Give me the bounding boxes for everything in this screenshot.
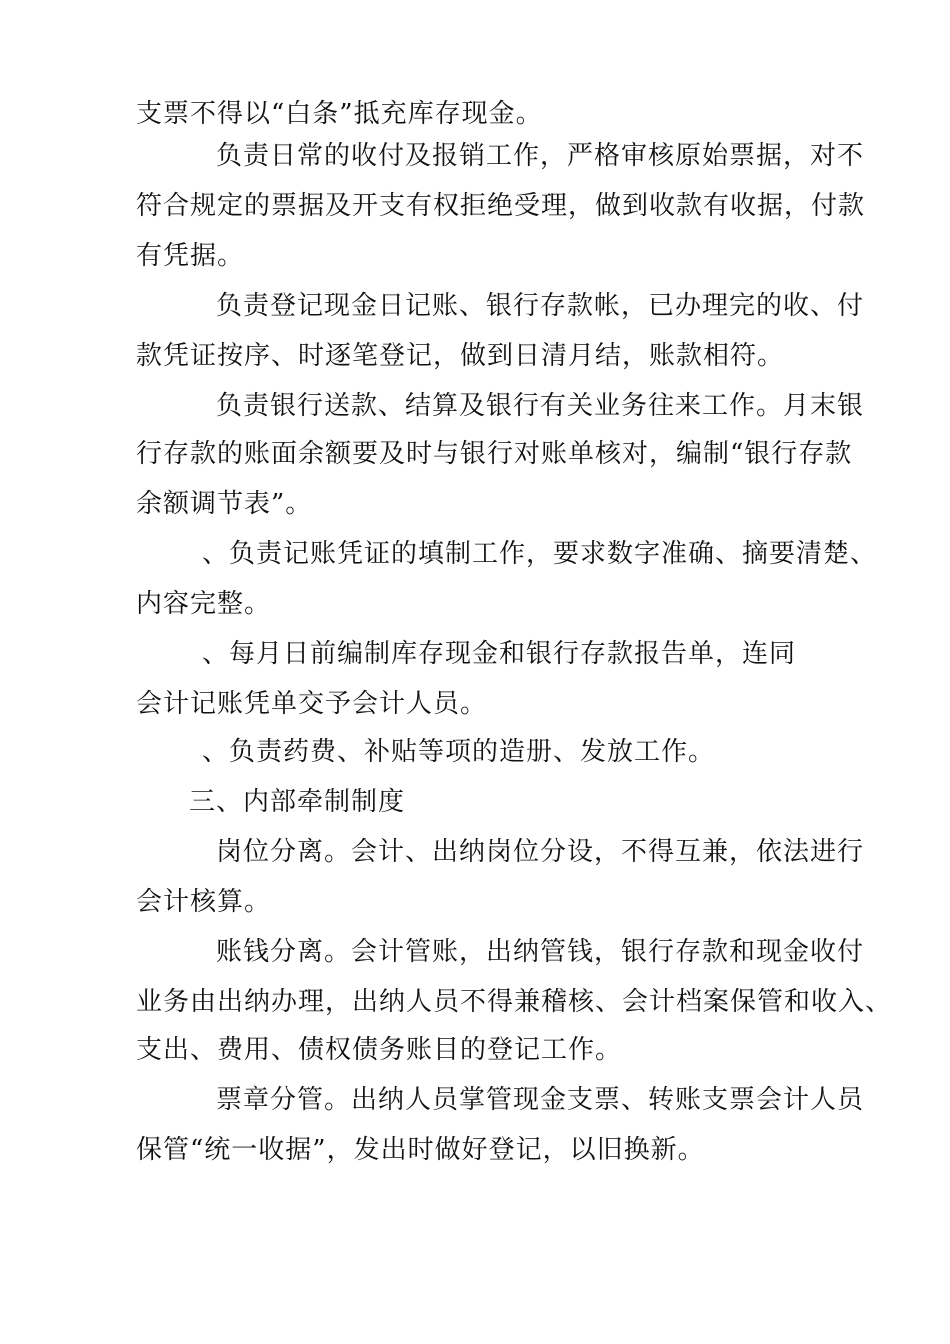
text-line-7: 负责银行送款、结算及银行有关业务往来工作。月末银 (216, 391, 865, 421)
text-line-4: 有凭据。 (136, 241, 245, 271)
text-line-12: 、每月日前编制库存现金和银行存款报告单，连同 (202, 639, 797, 669)
text-line-17: 会计核算。 (136, 887, 272, 917)
text-line-20: 支出、费用、债权债务账目的登记工作。 (136, 1035, 623, 1065)
text-line-14: 、负责药费、补贴等项的造册、发放工作。 (202, 737, 716, 767)
text-line-21: 票章分管。出纳人员掌管现金支票、转账支票会计人员 (216, 1085, 865, 1115)
text-line-18: 账钱分离。会计管账，出纳管钱，银行存款和现金收付 (216, 937, 865, 967)
section-heading: 三、内部牵制制度 (189, 787, 406, 817)
text-line-11: 内容完整。 (136, 589, 272, 619)
text-line-9: 余额调节表”。 (136, 489, 313, 519)
text-line-13: 会计记账凭单交予会计人员。 (136, 689, 488, 719)
text-line-1: 支票不得以“白条”抵充库存现金。 (136, 99, 543, 129)
text-line-10: 、负责记账凭证的填制工作，要求数字准确、摘要清楚、 (202, 539, 878, 569)
text-line-22: 保管“统一收据”，发出时做好登记，以旧换新。 (136, 1135, 705, 1165)
text-line-5: 负责登记现金日记账、银行存款帐，已办理完的收、付 (216, 291, 865, 321)
text-line-3: 符合规定的票据及开支有权拒绝受理，做到收款有收据，付款 (136, 191, 866, 221)
text-line-16: 岗位分离。会计、出纳岗位分设，不得互兼，依法进行 (216, 837, 865, 867)
text-line-6: 款凭证按序、时逐笔登记，做到日清月结，账款相符。 (136, 341, 785, 371)
text-line-2: 负责日常的收付及报销工作，严格审核原始票据，对不 (216, 141, 865, 171)
text-line-8: 行存款的账面余额要及时与银行对账单核对，编制“银行存款 (136, 439, 853, 469)
text-line-19: 业务由出纳办理，出纳人员不得兼稽核、会计档案保管和收入、 (136, 987, 893, 1017)
